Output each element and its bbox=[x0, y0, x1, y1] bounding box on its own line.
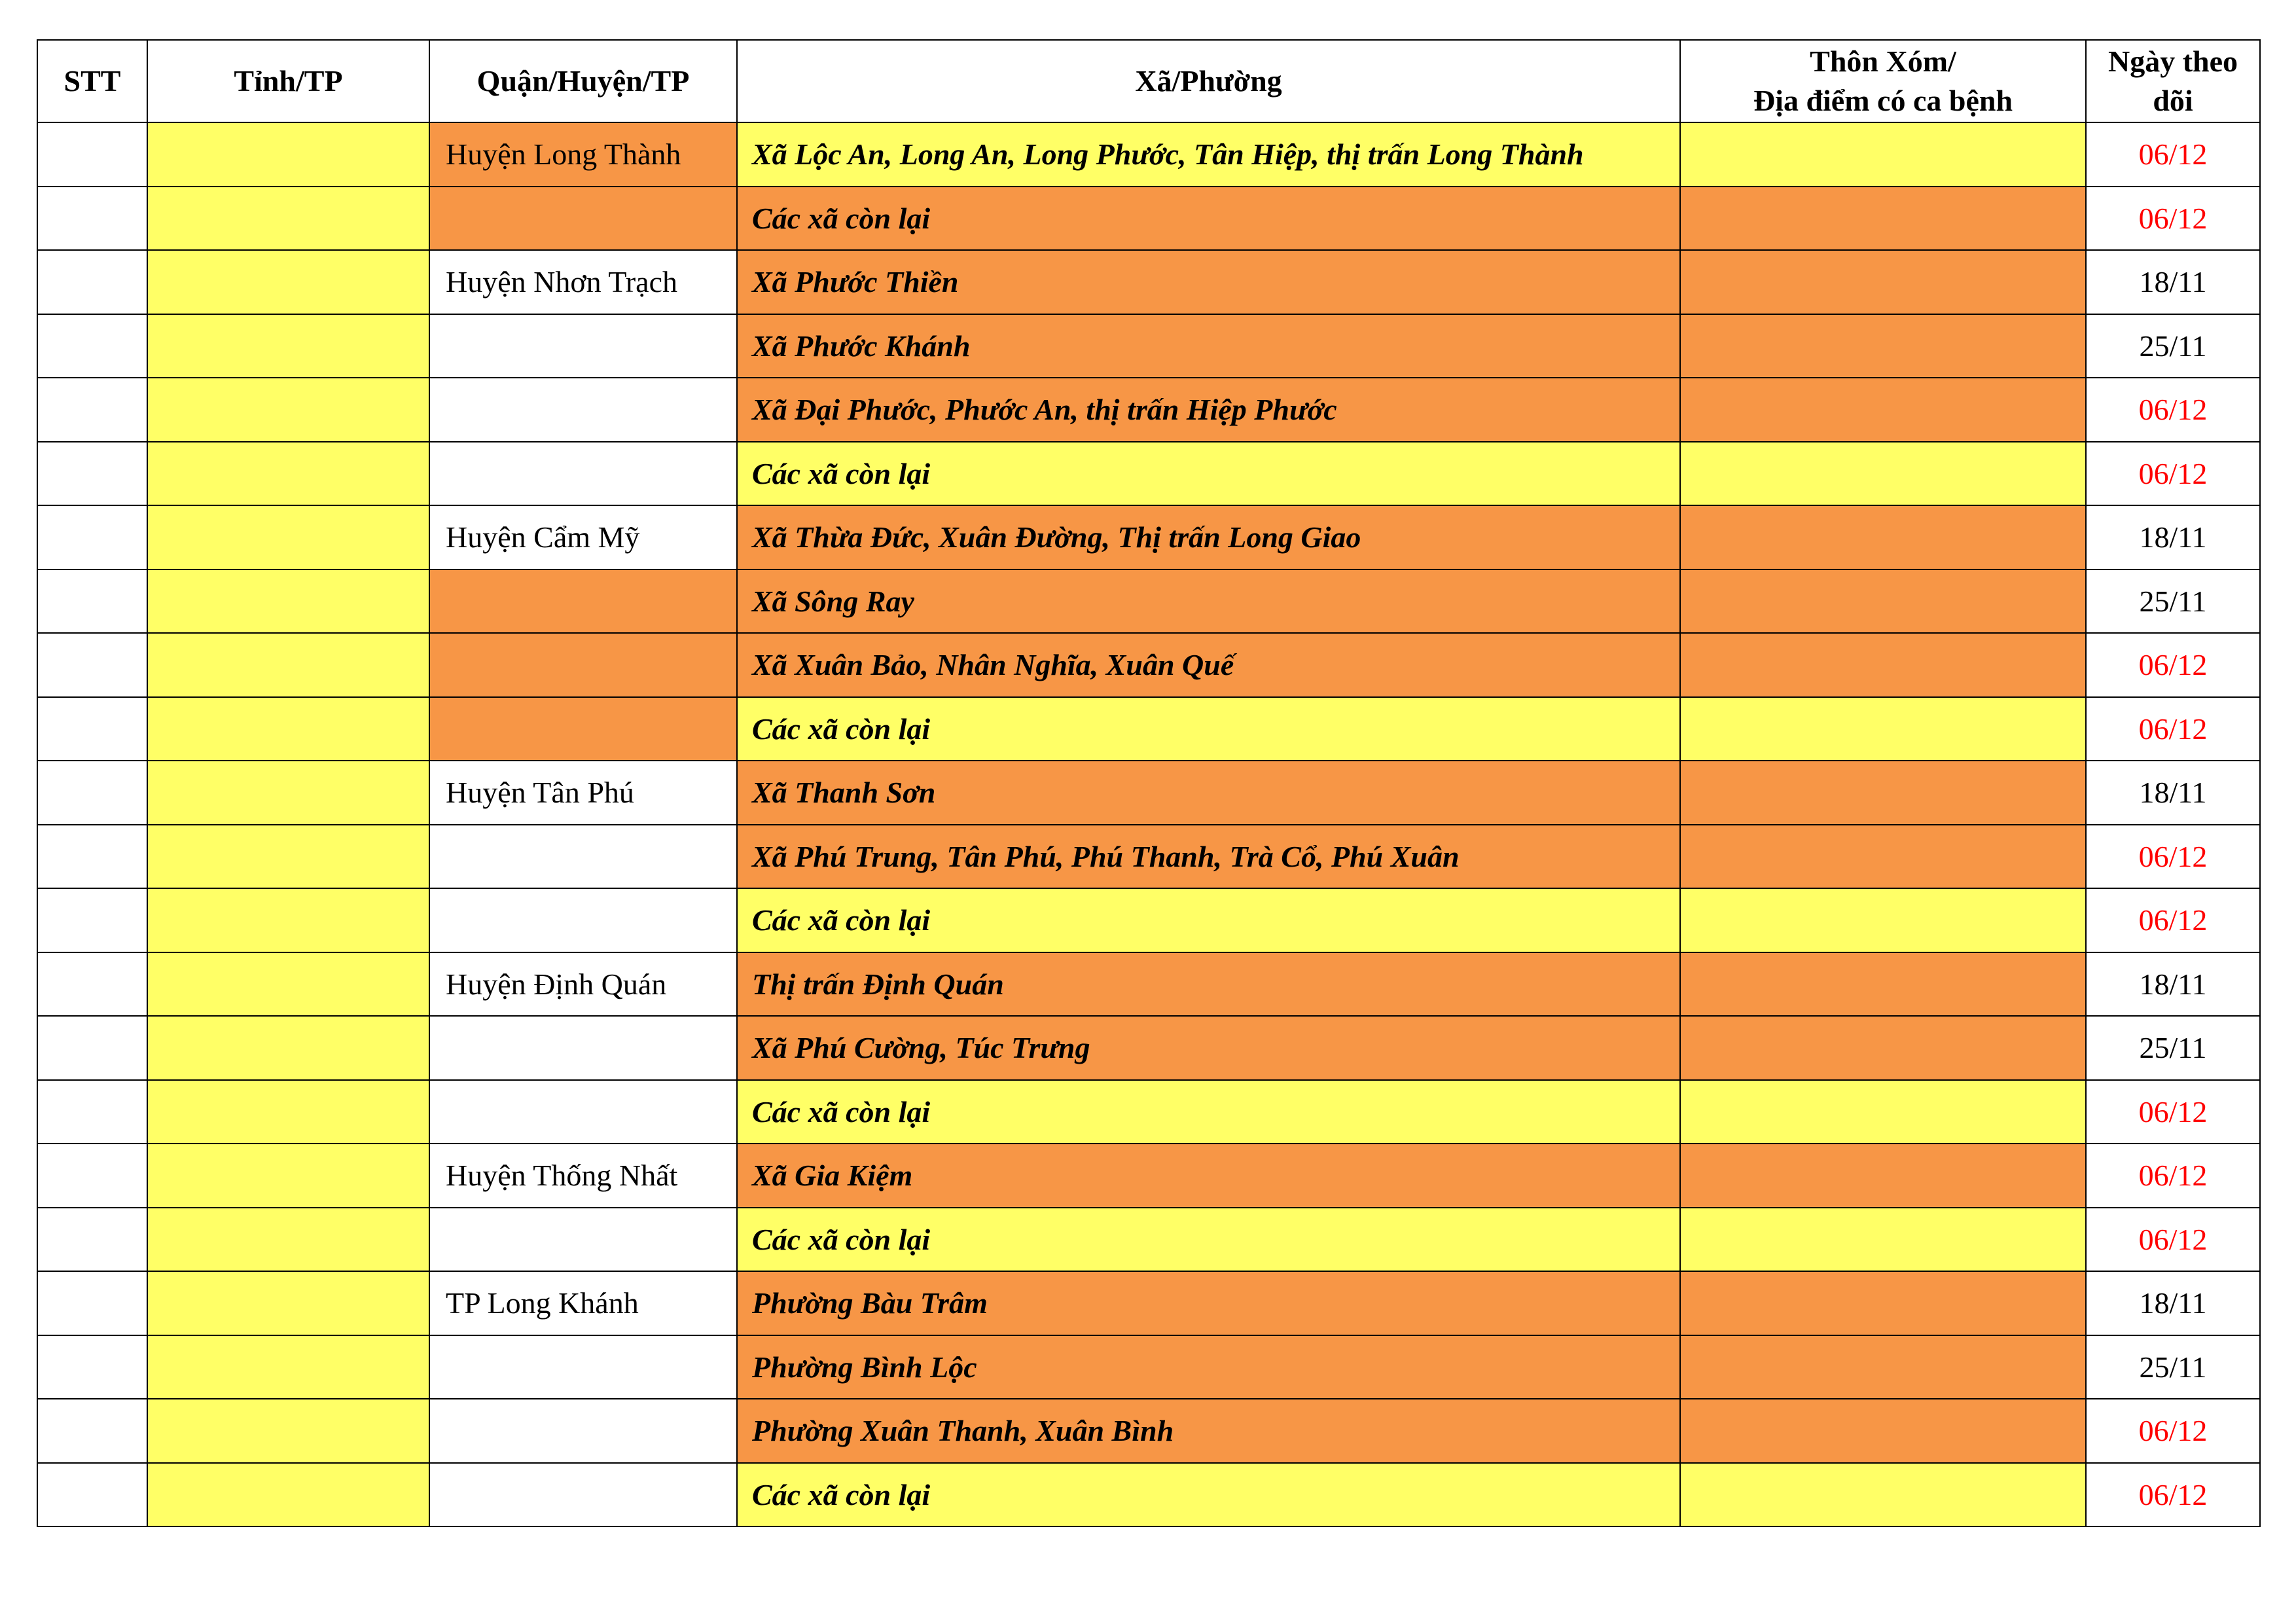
commune-name: Các xã còn lại bbox=[752, 1094, 931, 1128]
stt-cell bbox=[38, 1081, 148, 1145]
district-name: Huyện Thống Nhất bbox=[446, 1159, 678, 1193]
district-cell bbox=[430, 1017, 738, 1081]
stt-cell bbox=[38, 1336, 148, 1400]
commune-cell bbox=[738, 1144, 1681, 1208]
commune-name: Các xã còn lại bbox=[752, 1477, 931, 1511]
commune-name: Phường Bàu Trâm bbox=[752, 1286, 988, 1320]
province-cell bbox=[148, 1208, 430, 1272]
date-cell bbox=[2087, 1208, 2261, 1272]
date-cell bbox=[2087, 634, 2261, 698]
stt-cell bbox=[38, 315, 148, 379]
commune-cell bbox=[738, 506, 1681, 570]
district-cell bbox=[430, 698, 738, 762]
commune-name: Các xã còn lại bbox=[752, 201, 931, 235]
province-cell bbox=[148, 442, 430, 507]
header-district bbox=[430, 41, 738, 123]
tracking-date: 06/12 bbox=[2138, 648, 2208, 682]
date-cell bbox=[2087, 825, 2261, 890]
district-cell bbox=[430, 953, 738, 1017]
commune-name: Xã Xuân Bảo, Nhân Nghĩa, Xuân Quế bbox=[752, 648, 1234, 682]
tracking-table bbox=[37, 39, 2261, 1527]
district-name: TP Long Khánh bbox=[446, 1286, 639, 1320]
date-cell bbox=[2087, 570, 2261, 634]
commune-cell bbox=[738, 761, 1681, 825]
commune-cell bbox=[738, 1208, 1681, 1272]
commune-name: Xã Phú Trung, Tân Phú, Phú Thanh, Trà Cổ, Phú Xuân bbox=[752, 839, 1460, 873]
commune-name: Xã Phước Khánh bbox=[752, 329, 971, 363]
commune-name: Xã Đại Phước, Phước An, thị trấn Hiệp Phước bbox=[752, 393, 1337, 427]
commune-name: Xã Sông Ray bbox=[752, 584, 914, 618]
tracking-date: 18/11 bbox=[2139, 776, 2207, 810]
date-cell bbox=[2087, 1272, 2261, 1336]
district-cell bbox=[430, 1464, 738, 1528]
province-cell bbox=[148, 315, 430, 379]
hamlet-cell bbox=[1681, 1081, 2087, 1145]
date-cell bbox=[2087, 442, 2261, 507]
commune-cell bbox=[738, 315, 1681, 379]
date-cell bbox=[2087, 506, 2261, 570]
stt-cell bbox=[38, 698, 148, 762]
stt-cell bbox=[38, 187, 148, 251]
province-cell bbox=[148, 1272, 430, 1336]
hamlet-cell bbox=[1681, 187, 2087, 251]
header-stt-label: STT bbox=[63, 64, 121, 98]
province-cell bbox=[148, 825, 430, 890]
stt-cell bbox=[38, 570, 148, 634]
hamlet-cell bbox=[1681, 506, 2087, 570]
stt-cell bbox=[38, 761, 148, 825]
stt-cell bbox=[38, 1017, 148, 1081]
date-cell bbox=[2087, 251, 2261, 315]
date-cell bbox=[2087, 1399, 2261, 1464]
commune-cell bbox=[738, 187, 1681, 251]
commune-name: Các xã còn lại bbox=[752, 712, 931, 746]
hamlet-cell bbox=[1681, 698, 2087, 762]
district-cell bbox=[430, 1272, 738, 1336]
header-hamlet bbox=[1681, 41, 2087, 123]
tracking-date: 18/11 bbox=[2139, 1286, 2207, 1320]
commune-name: Xã Phú Cường, Túc Trưng bbox=[752, 1031, 1090, 1065]
date-cell bbox=[2087, 123, 2261, 187]
commune-name: Các xã còn lại bbox=[752, 903, 931, 937]
tracking-date: 18/11 bbox=[2139, 967, 2207, 1001]
stt-cell bbox=[38, 634, 148, 698]
tracking-date: 06/12 bbox=[2138, 903, 2208, 937]
date-cell bbox=[2087, 378, 2261, 442]
tracking-date: 06/12 bbox=[2138, 839, 2208, 873]
commune-cell bbox=[738, 442, 1681, 507]
commune-cell bbox=[738, 1336, 1681, 1400]
commune-cell bbox=[738, 1081, 1681, 1145]
commune-name: Thị trấn Định Quán bbox=[752, 967, 1004, 1001]
hamlet-cell bbox=[1681, 378, 2087, 442]
header-province-label: Tỉnh/TP bbox=[234, 64, 343, 98]
stt-cell bbox=[38, 1399, 148, 1464]
district-name: Huyện Nhơn Trạch bbox=[446, 265, 677, 299]
commune-cell bbox=[738, 1399, 1681, 1464]
commune-name: Phường Xuân Thanh, Xuân Bình bbox=[752, 1414, 1174, 1448]
district-cell bbox=[430, 123, 738, 187]
tracking-date: 18/11 bbox=[2139, 520, 2207, 554]
header-date bbox=[2087, 41, 2261, 123]
date-cell bbox=[2087, 889, 2261, 953]
district-cell bbox=[430, 315, 738, 379]
district-cell bbox=[430, 187, 738, 251]
header-commune bbox=[738, 41, 1681, 123]
hamlet-cell bbox=[1681, 1336, 2087, 1400]
stt-cell bbox=[38, 123, 148, 187]
stt-cell bbox=[38, 1464, 148, 1528]
hamlet-cell bbox=[1681, 634, 2087, 698]
commune-cell bbox=[738, 889, 1681, 953]
hamlet-cell bbox=[1681, 1272, 2087, 1336]
stt-cell bbox=[38, 825, 148, 890]
province-cell bbox=[148, 187, 430, 251]
stt-cell bbox=[38, 251, 148, 315]
hamlet-cell bbox=[1681, 442, 2087, 507]
tracking-date: 25/11 bbox=[2139, 584, 2207, 618]
hamlet-cell bbox=[1681, 889, 2087, 953]
hamlet-cell bbox=[1681, 1017, 2087, 1081]
stt-cell bbox=[38, 889, 148, 953]
hamlet-cell bbox=[1681, 1208, 2087, 1272]
province-cell bbox=[148, 1399, 430, 1464]
commune-name: Xã Gia Kiệm bbox=[752, 1159, 913, 1193]
date-cell bbox=[2087, 1336, 2261, 1400]
stt-cell bbox=[38, 378, 148, 442]
tracking-date: 06/12 bbox=[2138, 393, 2208, 427]
district-name: Huyện Định Quán bbox=[446, 967, 667, 1001]
commune-cell bbox=[738, 1272, 1681, 1336]
commune-cell bbox=[738, 825, 1681, 890]
stt-cell bbox=[38, 1144, 148, 1208]
date-cell bbox=[2087, 1017, 2261, 1081]
province-cell bbox=[148, 698, 430, 762]
hamlet-cell bbox=[1681, 1399, 2087, 1464]
province-cell bbox=[148, 1464, 430, 1528]
header-commune-label: Xã/Phường bbox=[1135, 64, 1282, 98]
stt-cell bbox=[38, 953, 148, 1017]
district-cell bbox=[430, 889, 738, 953]
tracking-date: 06/12 bbox=[2138, 1159, 2208, 1193]
tracking-date: 18/11 bbox=[2139, 265, 2207, 299]
district-name: Huyện Long Thành bbox=[446, 137, 681, 171]
commune-cell bbox=[738, 698, 1681, 762]
district-cell bbox=[430, 1336, 738, 1400]
hamlet-cell bbox=[1681, 761, 2087, 825]
district-cell bbox=[430, 1399, 738, 1464]
tracking-date: 06/12 bbox=[2138, 137, 2208, 171]
commune-cell bbox=[738, 378, 1681, 442]
hamlet-cell bbox=[1681, 123, 2087, 187]
commune-name: Xã Thanh Sơn bbox=[752, 776, 936, 810]
commune-cell bbox=[738, 1464, 1681, 1528]
commune-cell bbox=[738, 251, 1681, 315]
province-cell bbox=[148, 761, 430, 825]
province-cell bbox=[148, 251, 430, 315]
date-cell bbox=[2087, 1144, 2261, 1208]
tracking-date: 25/11 bbox=[2139, 1031, 2207, 1065]
header-hamlet-line1: Thôn Xóm/ bbox=[1810, 45, 1956, 78]
district-cell bbox=[430, 634, 738, 698]
hamlet-cell bbox=[1681, 953, 2087, 1017]
hamlet-cell bbox=[1681, 1464, 2087, 1528]
province-cell bbox=[148, 1017, 430, 1081]
date-cell bbox=[2087, 187, 2261, 251]
district-cell bbox=[430, 251, 738, 315]
tracking-date: 06/12 bbox=[2138, 201, 2208, 235]
date-cell bbox=[2087, 1464, 2261, 1528]
province-cell bbox=[148, 953, 430, 1017]
header-stt bbox=[38, 41, 148, 123]
province-cell bbox=[148, 506, 430, 570]
district-cell bbox=[430, 378, 738, 442]
province-cell bbox=[148, 378, 430, 442]
header-district-label: Quận/Huyện/TP bbox=[476, 64, 690, 98]
date-cell bbox=[2087, 698, 2261, 762]
header-hamlet-line2: Địa điểm có ca bệnh bbox=[1753, 84, 2013, 117]
commune-name: Các xã còn lại bbox=[752, 456, 931, 490]
hamlet-cell bbox=[1681, 825, 2087, 890]
district-cell bbox=[430, 825, 738, 890]
district-cell bbox=[430, 570, 738, 634]
commune-name: Xã Phước Thiền bbox=[752, 265, 959, 299]
province-cell bbox=[148, 123, 430, 187]
stt-cell bbox=[38, 1208, 148, 1272]
tracking-date: 06/12 bbox=[2138, 456, 2208, 490]
commune-cell bbox=[738, 123, 1681, 187]
header-date-line1: Ngày theo bbox=[2108, 45, 2238, 78]
commune-name: Xã Lộc An, Long An, Long Phước, Tân Hiệp, thị trấn Long Thành bbox=[752, 137, 1584, 171]
stt-cell bbox=[38, 1272, 148, 1336]
commune-cell bbox=[738, 570, 1681, 634]
date-cell bbox=[2087, 953, 2261, 1017]
tracking-date: 06/12 bbox=[2138, 1222, 2208, 1256]
header-province bbox=[148, 41, 430, 123]
commune-cell bbox=[738, 1017, 1681, 1081]
district-cell bbox=[430, 1144, 738, 1208]
stt-cell bbox=[38, 442, 148, 507]
tracking-date: 06/12 bbox=[2138, 712, 2208, 746]
hamlet-cell bbox=[1681, 251, 2087, 315]
district-name: Huyện Cẩm Mỹ bbox=[446, 520, 640, 554]
district-name: Huyện Tân Phú bbox=[446, 776, 634, 810]
stt-cell bbox=[38, 506, 148, 570]
date-cell bbox=[2087, 761, 2261, 825]
district-cell bbox=[430, 506, 738, 570]
hamlet-cell bbox=[1681, 1144, 2087, 1208]
tracking-date: 25/11 bbox=[2139, 329, 2207, 363]
province-cell bbox=[148, 570, 430, 634]
province-cell bbox=[148, 1336, 430, 1400]
commune-cell bbox=[738, 953, 1681, 1017]
province-cell bbox=[148, 889, 430, 953]
district-cell bbox=[430, 442, 738, 507]
date-cell bbox=[2087, 315, 2261, 379]
province-cell bbox=[148, 1144, 430, 1208]
commune-cell bbox=[738, 634, 1681, 698]
hamlet-cell bbox=[1681, 570, 2087, 634]
tracking-date: 06/12 bbox=[2138, 1414, 2208, 1448]
tracking-date: 06/12 bbox=[2138, 1094, 2208, 1128]
province-cell bbox=[148, 634, 430, 698]
hamlet-cell bbox=[1681, 315, 2087, 379]
date-cell bbox=[2087, 1081, 2261, 1145]
province-cell bbox=[148, 1081, 430, 1145]
commune-name: Phường Bình Lộc bbox=[752, 1350, 977, 1384]
header-date-line2: dõi bbox=[2153, 84, 2193, 117]
tracking-date: 06/12 bbox=[2138, 1477, 2208, 1511]
tracking-date: 25/11 bbox=[2139, 1350, 2207, 1384]
district-cell bbox=[430, 761, 738, 825]
district-cell bbox=[430, 1081, 738, 1145]
commune-name: Các xã còn lại bbox=[752, 1222, 931, 1256]
commune-name: Xã Thừa Đức, Xuân Đường, Thị trấn Long Giao bbox=[752, 520, 1361, 554]
district-cell bbox=[430, 1208, 738, 1272]
